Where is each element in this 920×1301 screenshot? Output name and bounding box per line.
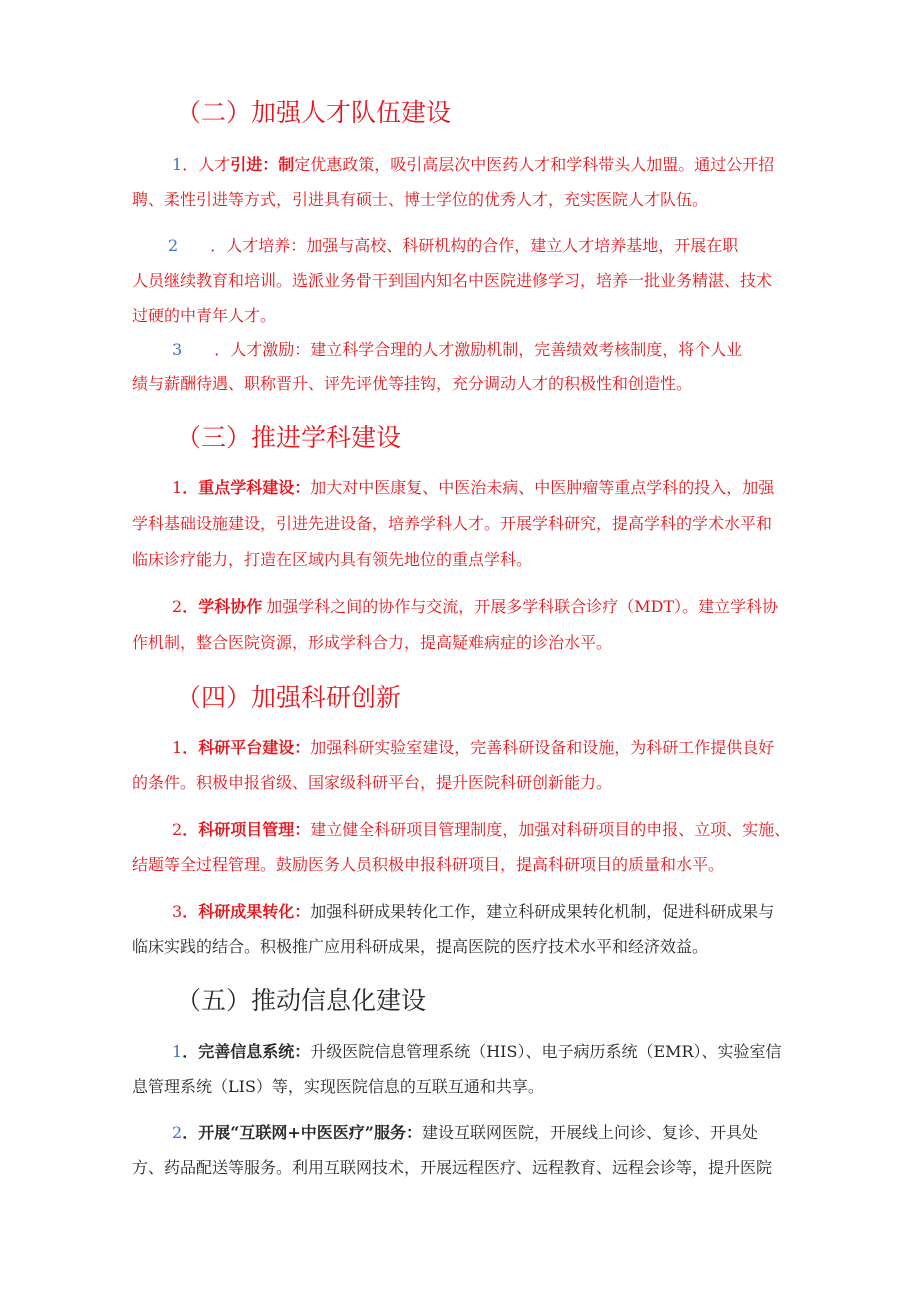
s5-p1-line2: 息管理系统（LIS）等，实现医院信息的互联互通和共享。 bbox=[132, 1077, 544, 1096]
item-title: ．学科协作 bbox=[182, 597, 263, 616]
list-number: 1 bbox=[172, 738, 183, 757]
section-heading-4: （四）加强科研创新 bbox=[176, 683, 402, 712]
list-number: 1 bbox=[172, 478, 183, 497]
s2-p2-line3: 过硬的中青年人才。 bbox=[132, 306, 277, 325]
section-heading-2: （二）加强人才队伍建设 bbox=[176, 98, 452, 127]
list-number: 1 bbox=[172, 155, 183, 174]
item-title: ．完善信息系统： bbox=[182, 1042, 311, 1061]
s2-p1-line1 bbox=[172, 154, 774, 176]
s5-p2-line1 bbox=[172, 1122, 758, 1144]
s2-p3-line2: 绩与薪酬待遇、职称晋升、评先评优等挂钩，充分调动人才的积极性和创造性。 bbox=[132, 374, 693, 393]
section-heading-3: （三）推进学科建设 bbox=[176, 423, 402, 452]
text: ．人才培养：加强与高校、科研机构的合作，建立人才培养基地，开展在职 bbox=[210, 236, 739, 255]
s4-p2-line2: 结题等全过程管理。鼓励医务人员积极申报科研项目，提高科研项目的质量和水平。 bbox=[132, 855, 725, 874]
item-title: ．科研项目管理： bbox=[182, 820, 311, 839]
text: 建设互联网医院，开展线上问诊、复诊、开具处 bbox=[422, 1123, 759, 1142]
s3-p2-line2: 作机制，整合医院资源，形成学科合力，提高疑难病症的诊治水平。 bbox=[132, 633, 613, 652]
list-number: 3 bbox=[172, 340, 183, 359]
list-number: 1 bbox=[172, 1042, 183, 1061]
s2-p2-line2: 人员继续教育和培训。选派业务骨干到国内知名中医院进修学习，培养一批业务精湛、技术 bbox=[132, 271, 773, 290]
item-title: ．科研平台建设： bbox=[182, 738, 311, 757]
text: 加强科研实验室建设，完善科研设备和设施，为科研工作提供良好 bbox=[310, 738, 775, 757]
s2-p1-line2: 聘、柔性引进等方式，引进具有硕士、博士学位的优秀人才，充实医院人才队伍。 bbox=[132, 190, 709, 209]
s5-p1-line1 bbox=[172, 1041, 782, 1063]
section-heading-5: （五）推动信息化建设 bbox=[176, 986, 427, 1015]
list-number: 2 bbox=[172, 597, 183, 616]
list-number: 2 bbox=[168, 236, 179, 255]
text: 加强科研成果转化工作，建立科研成果转化机制，促进科研成果与 bbox=[310, 902, 775, 921]
text: ．人才激励：建立科学合理的人才激励机制，完善绩效考核制度，将个人业 bbox=[214, 340, 743, 359]
text: 升级医院信息管理系统（HIS）、电子病历系统（EMR）、实验室信 bbox=[310, 1042, 782, 1061]
s3-p1-line2: 学科基础设施建设，引进先进设备，培养学科人才。开展学科研究，提高学科的学术水平和 bbox=[132, 514, 773, 533]
s5-p2-line2: 方、药品配送等服务。利用互联网技术，开展远程医疗、远程教育、远程会诊等，提升医院 bbox=[132, 1158, 773, 1177]
text: 定优惠政策，吸引高层次中医药人才和学科带头人加盟。通过公开招 bbox=[294, 155, 775, 174]
item-title: ．开展“互联网+中医医疗”服务： bbox=[182, 1123, 423, 1142]
list-number: 2 bbox=[172, 1123, 183, 1142]
s4-p3-line2: 临床实践的结合。积极推广应用科研成果，提高医院的医疗技术水平和经济效益。 bbox=[132, 937, 709, 956]
text: 建立健全科研项目管理制度，加强对科研项目的申报、立项、实施、 bbox=[310, 820, 791, 839]
text: ．人才 bbox=[182, 155, 231, 174]
s4-p1-line1 bbox=[172, 737, 774, 759]
text-bold: 引进：制 bbox=[230, 155, 295, 174]
s2-p3-line1 bbox=[172, 339, 742, 361]
s4-p1-line2: 的条件。积极申报省级、国家级科研平台，提升医院科研创新能力。 bbox=[132, 773, 613, 792]
s4-p2-line1 bbox=[172, 819, 790, 841]
item-title: ．重点学科建设： bbox=[182, 478, 311, 497]
s4-p3-line1 bbox=[172, 901, 774, 923]
text: 加强学科之间的协作与交流，开展多学科联合诊疗（MDT）。建立学科协 bbox=[266, 597, 779, 616]
s2-p2-line1 bbox=[168, 235, 738, 257]
text: 加大对中医康复、中医治未病、中医肿瘤等重点学科的投入，加强 bbox=[310, 478, 775, 497]
s3-p1-line3: 临床诊疗能力，打造在区域内具有领先地位的重点学科。 bbox=[132, 550, 533, 569]
s3-p1-line1 bbox=[172, 477, 774, 499]
list-number: 2 bbox=[172, 820, 183, 839]
list-number: 3 bbox=[172, 902, 183, 921]
item-title: ．科研成果转化： bbox=[182, 902, 311, 921]
s3-p2-line1 bbox=[172, 596, 778, 618]
